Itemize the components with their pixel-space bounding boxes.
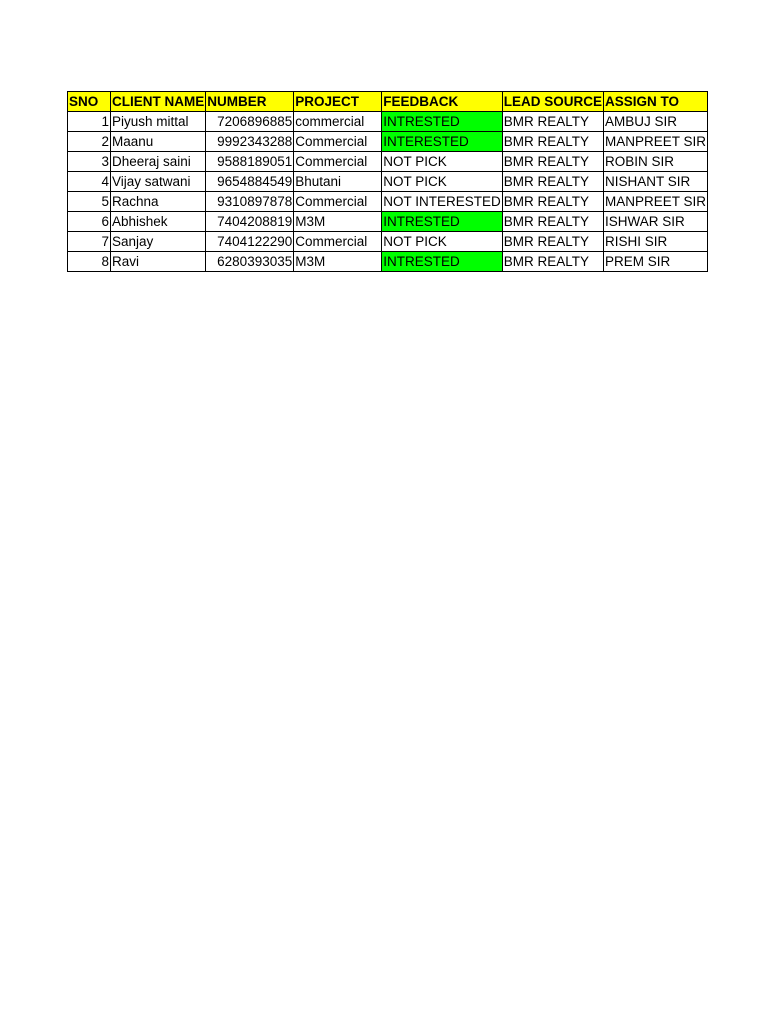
cell-number[interactable]: 7206896885 [206, 112, 294, 132]
cell-project[interactable]: M3M [294, 212, 382, 232]
cell-lead-source[interactable]: BMR REALTY [502, 252, 603, 272]
cell-assign-to[interactable]: MANPREET SIR [604, 132, 708, 152]
table-row [68, 172, 708, 192]
cell-assign-to[interactable]: ISHWAR SIR [604, 212, 708, 232]
cell-lead-source[interactable]: BMR REALTY [502, 212, 603, 232]
cell-project[interactable]: Commercial [294, 192, 382, 212]
cell-lead-source[interactable]: BMR REALTY [502, 132, 603, 152]
cell-client-name[interactable]: Piyush mittal [111, 112, 206, 132]
cell-feedback[interactable]: INTRESTED [382, 112, 503, 132]
cell-number[interactable]: 9588189051 [206, 152, 294, 172]
table-row [68, 192, 708, 212]
cell-lead-source[interactable]: BMR REALTY [502, 192, 603, 212]
cell-feedback[interactable]: INTERESTED [382, 132, 503, 152]
cell-number[interactable]: 7404208819 [206, 212, 294, 232]
table-row [68, 212, 708, 232]
cell-lead-source[interactable]: BMR REALTY [502, 152, 603, 172]
cell-feedback[interactable]: NOT PICK [382, 232, 503, 252]
cell-client-name[interactable]: Dheeraj saini [111, 152, 206, 172]
cell-client-name[interactable]: Abhishek [111, 212, 206, 232]
cell-lead-source[interactable]: BMR REALTY [502, 232, 603, 252]
cell-sno[interactable]: 1 [68, 112, 111, 132]
cell-feedback[interactable]: NOT PICK [382, 152, 503, 172]
cell-feedback[interactable]: INTRESTED [382, 252, 503, 272]
header-project: PROJECT [294, 92, 382, 112]
cell-number[interactable]: 9992343288 [206, 132, 294, 152]
cell-sno[interactable]: 5 [68, 192, 111, 212]
cell-assign-to[interactable]: PREM SIR [604, 252, 708, 272]
table-row [68, 252, 708, 272]
cell-client-name[interactable]: Vijay satwani [111, 172, 206, 192]
cell-project[interactable]: Commercial [294, 232, 382, 252]
table-row [68, 152, 708, 172]
cell-feedback[interactable]: NOT INTERESTED [382, 192, 503, 212]
cell-client-name[interactable]: Sanjay [111, 232, 206, 252]
cell-sno[interactable]: 2 [68, 132, 111, 152]
cell-assign-to[interactable]: MANPREET SIR [604, 192, 708, 212]
cell-project[interactable]: commercial [294, 112, 382, 132]
cell-client-name[interactable]: Rachna [111, 192, 206, 212]
header-number: NUMBER [206, 92, 294, 112]
cell-project[interactable]: Commercial [294, 152, 382, 172]
cell-sno[interactable]: 6 [68, 212, 111, 232]
cell-assign-to[interactable]: ROBIN SIR [604, 152, 708, 172]
cell-feedback[interactable]: NOT PICK [382, 172, 503, 192]
cell-project[interactable]: M3M [294, 252, 382, 272]
cell-sno[interactable]: 3 [68, 152, 111, 172]
cell-number[interactable]: 6280393035 [206, 252, 294, 272]
header-assign-to: ASSIGN TO [604, 92, 708, 112]
header-feedback: FEEDBACK [382, 92, 503, 112]
table-row [68, 232, 708, 252]
cell-client-name[interactable]: Maanu [111, 132, 206, 152]
cell-number[interactable]: 9310897878 [206, 192, 294, 212]
table-row [68, 132, 708, 152]
cell-lead-source[interactable]: BMR REALTY [502, 112, 603, 132]
cell-sno[interactable]: 7 [68, 232, 111, 252]
header-client-name: CLIENT NAME [111, 92, 206, 112]
cell-number[interactable]: 9654884549 [206, 172, 294, 192]
header-row [68, 92, 708, 112]
cell-number[interactable]: 7404122290 [206, 232, 294, 252]
header-lead-source: LEAD SOURCE [502, 92, 603, 112]
cell-project[interactable]: Commercial [294, 132, 382, 152]
cell-assign-to[interactable]: RISHI SIR [604, 232, 708, 252]
cell-assign-to[interactable]: NISHANT SIR [604, 172, 708, 192]
cell-sno[interactable]: 4 [68, 172, 111, 192]
cell-client-name[interactable]: Ravi [111, 252, 206, 272]
cell-lead-source[interactable]: BMR REALTY [502, 172, 603, 192]
cell-project[interactable]: Bhutani [294, 172, 382, 192]
leads-table [67, 91, 708, 272]
header-sno: SNO [68, 92, 111, 112]
cell-sno[interactable]: 8 [68, 252, 111, 272]
cell-feedback[interactable]: INTRESTED [382, 212, 503, 232]
cell-assign-to[interactable]: AMBUJ SIR [604, 112, 708, 132]
table-row [68, 112, 708, 132]
